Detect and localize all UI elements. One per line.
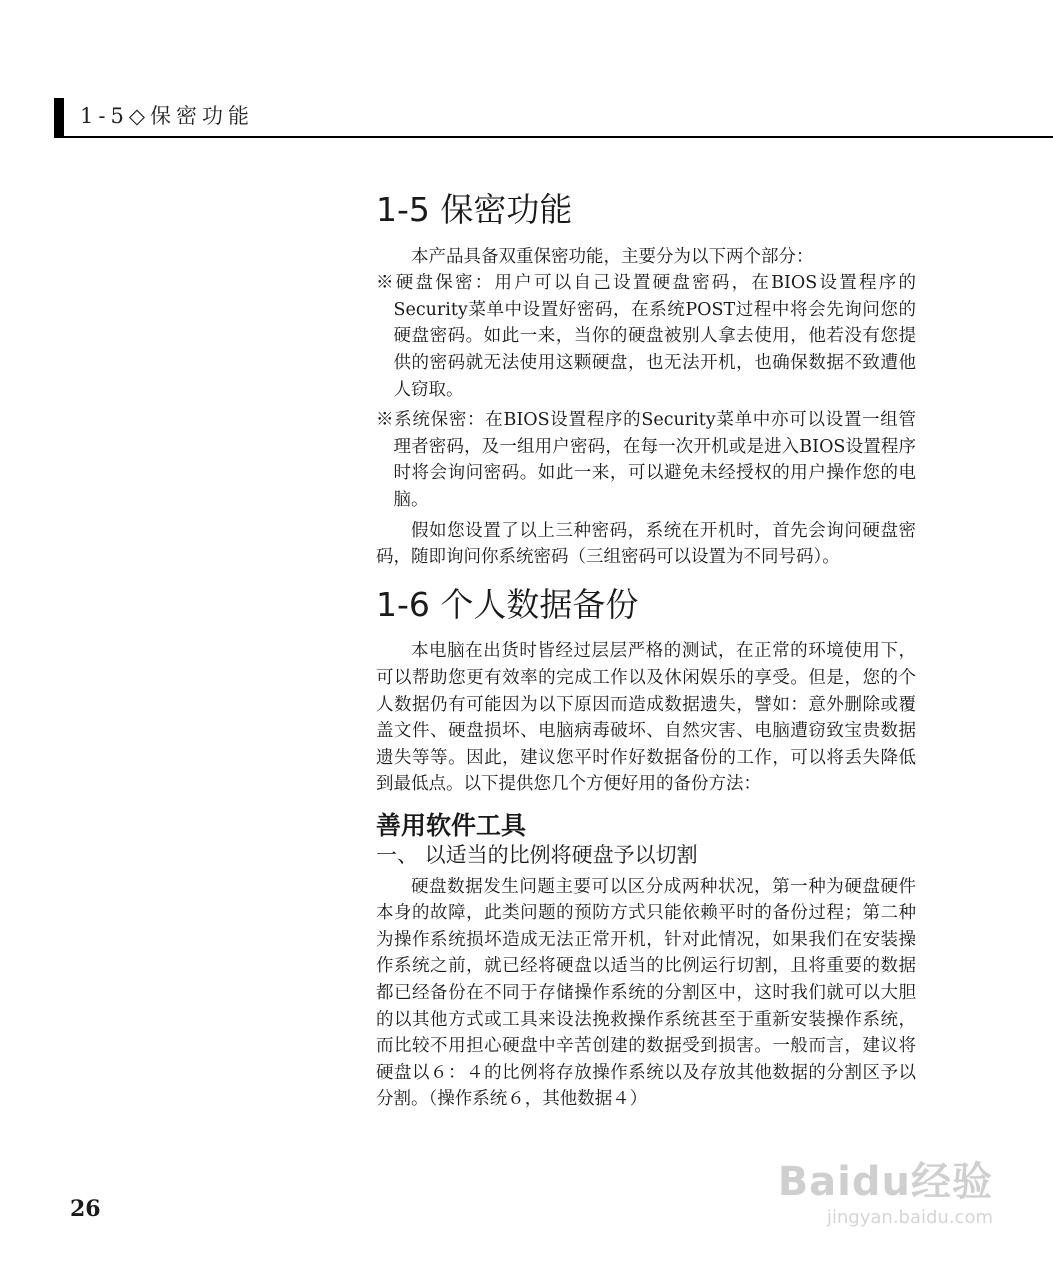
- header-bar: [54, 98, 64, 138]
- partition-heading: 一、 以适当的比例将硬盘予以切割: [376, 843, 698, 868]
- section-1-5-title: 1-5 保密功能: [376, 190, 573, 229]
- watermark-logo: Baidu经验: [777, 1159, 993, 1205]
- section-1-6-intro: 本电脑在出货时皆经过层层严格的测试，在正常的环境使用下，可以帮助您更有效率的完成工作以及休闲娱乐的享受。但是，您的个人数据仍有可能因为以下原因而造成数据遗失，譬如：意外删除或覆盖文件、硬盘损坏、电脑病毒破坏、自然灾害、电脑遭窃致宝贵数据遗失等等。因此，建议您平时作好数据备份的工作，可以将丢失降低到最低点。以下提供您几个方便好用的备份方法：: [376, 641, 916, 795]
- section-1-5-intro: 本产品具备双重保密功能，主要分为以下两个部分：: [411, 246, 814, 267]
- main-content: [376, 190, 916, 1113]
- page-number: 26: [70, 1196, 101, 1222]
- hdd-security-note: ※硬盘保密：用户可以自己设置硬盘密码，在BIOS设置程序的Security菜单中设置好密码，在系统POST过程中将会先询问您的硬盘密码。如此一来，当你的硬盘被别人拿去使用，他若没有您提供的密码就无法使用这颗硬盘，也无法开机，也确保数据不致遭他人窃取。: [376, 273, 916, 400]
- header-rule: [54, 136, 1053, 138]
- running-header: 1-5◇保密功能: [80, 104, 254, 128]
- section-1-5-closing: 假如您设置了以上三种密码，系统在开机时，首先会询问硬盘密码，随即询问你系统密码（三组密码可以设置为不同号码）。: [376, 520, 916, 568]
- system-security-note: ※系统保密：在BIOS设置程序的Security菜单中亦可以设置一组管理者密码，及一组用户密码，在每一次开机或是进入BIOS设置程序时将会询问密码。如此一来，可以避免未经授权的用户操作您的电脑。: [376, 410, 916, 510]
- watermark: [778, 1150, 993, 1228]
- section-1-6-title: 1-6 个人数据备份: [376, 584, 639, 624]
- software-tools-heading: 善用软件工具: [376, 810, 527, 840]
- partition-body: 硬盘数据发生问题主要可以区分成两种状况，第一种为硬盘硬件本身的故障，此类问题的预防方式只能依赖平时的备份过程；第二种为操作系统损坏造成无法正常开机，针对此情况，如果我们在安装操作系统之前，就已经将硬盘以适当的比例运行切割，且将重要的数据都已经备份在不同于存储操作系统的分割区中，这时我们就可以大胆的以其他方式或工具来设法挽救操作系统甚至于重新安装操作系统，而比较不用担心硬盘中辛苦创建的数据受到损害。一般而言，建议将硬盘以６：４的比例将存放操作系统以及存放其他数据的分割区予以分割。（操作系统６，其他数据４）: [376, 876, 916, 1110]
- watermark-url: jingyan.baidu.com: [826, 1207, 993, 1228]
